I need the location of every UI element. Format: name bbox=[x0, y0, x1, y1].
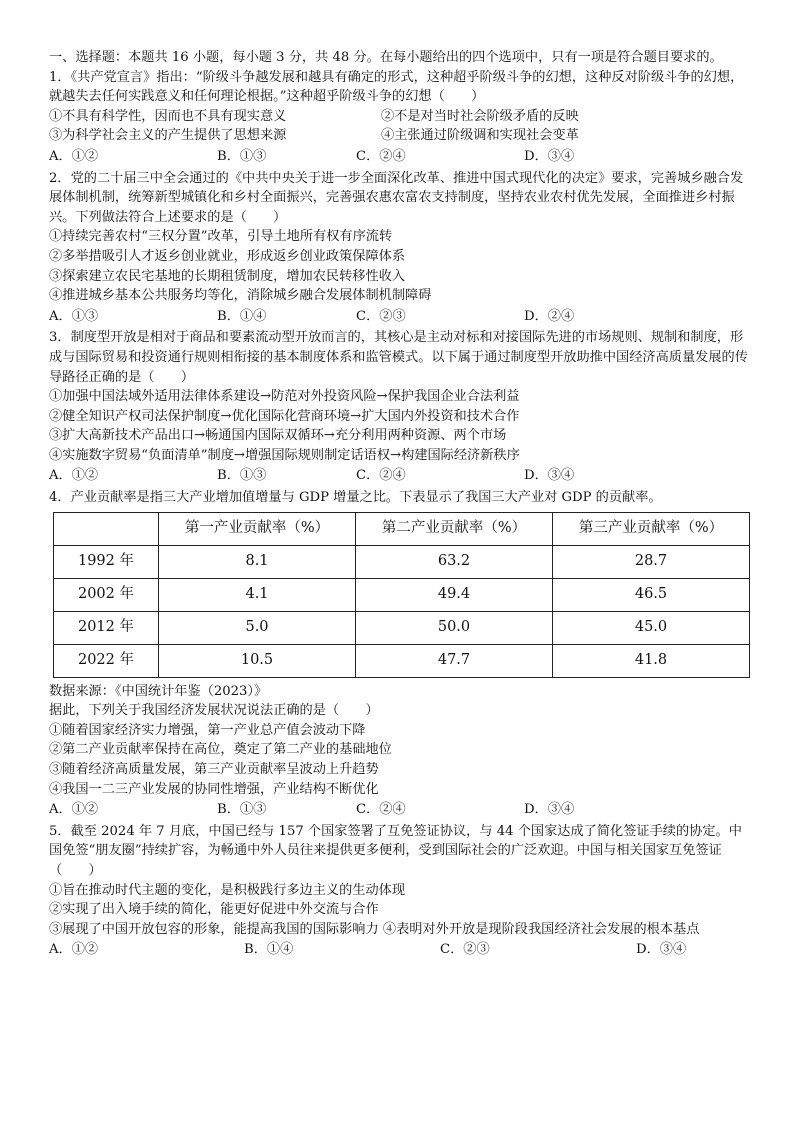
table-row bbox=[54, 545, 750, 578]
statement-item: ④主张通过阶级调和实现社会变革 bbox=[381, 128, 579, 144]
question-stem: 1．《共产党宣言》指出：“阶级斗争越发展和越具有确定的形式，这种超乎阶级斗争的幻想，这种反对阶级斗争的幻想，就越失去任何实践意义和任何理论根据。”这种超乎阶级斗争的幻想（ ） bbox=[49, 69, 744, 105]
table-row bbox=[54, 611, 750, 644]
table-cell-year: 2022 年 bbox=[54, 644, 159, 677]
question-5 bbox=[49, 822, 749, 960]
question-prompt: 据此，下列关于我国经济发展状况说法正确的是（ ） bbox=[49, 703, 379, 719]
question-stem: 5．截至 2024 年 7 月底，中国已经与 157 个国家签署了互免签证协议，与 44 个国家达成了简化签证手续的协定。中国免签“朋友圈”持续扩容，为畅通中外人员往来提供更多便利，受到国际社会的广泛欢迎。中国与相关国家互免签证（ ） bbox=[49, 823, 742, 878]
table-header-cell: 第二产业贡献率（%） bbox=[356, 512, 553, 545]
statement-item: ①持续完善农村“三权分置”改革，引导土地所有权有序流转 bbox=[49, 229, 393, 245]
data-source: 数据来源：《中国统计年鉴（2023）》 bbox=[49, 683, 268, 699]
statement-item: ③扩大高新技术产品出口→畅通国内国际双循环→充分利用两种资源、两个市场 bbox=[49, 428, 507, 444]
table-cell-year: 1992 年 bbox=[54, 545, 159, 578]
table-cell: 45.0 bbox=[553, 611, 750, 644]
statement-item: ①加强中国法域外适用法律体系建设→防范对外投资风险→保护我国企业合法利益 bbox=[49, 389, 520, 405]
table-cell: 28.7 bbox=[553, 545, 750, 578]
option-c[interactable]: C．②④ bbox=[356, 468, 406, 484]
statement-item: ①不具有科学性，因而也不具有现实意义 bbox=[49, 108, 287, 124]
statement-item: ④实施数字贸易“负面清单”制度→增强国际规则制定话语权→构建国际经济新秩序 bbox=[49, 447, 520, 463]
question-1 bbox=[49, 68, 749, 167]
table-cell: 46.5 bbox=[553, 578, 750, 611]
option-d[interactable]: D．③④ bbox=[524, 468, 575, 484]
table-cell: 5.0 bbox=[159, 611, 356, 644]
table-cell: 4.1 bbox=[159, 578, 356, 611]
table-cell-year: 2002 年 bbox=[54, 578, 159, 611]
answer-options bbox=[49, 307, 749, 327]
statement-item: ②多举措吸引人才返乡创业就业，形成返乡创业政策保障体系 bbox=[49, 248, 406, 264]
table-cell: 63.2 bbox=[356, 545, 553, 578]
question-stem: 4．产业贡献率是指三大产业增加值增量与 GDP 增量之比。下表显示了我国三大产业对 GDP 的贡献率。 bbox=[49, 490, 662, 506]
option-a[interactable]: A．①② bbox=[49, 802, 99, 818]
statement-item: ①随着国家经济实力增强，第一产业总产值会波动下降 bbox=[49, 722, 366, 738]
table-row bbox=[54, 644, 750, 677]
contribution-table bbox=[53, 512, 750, 678]
option-a[interactable]: A．①③ bbox=[49, 308, 99, 324]
section-header: 一、选择题：本题共 16 小题，每小题 3 分，共 48 分。在每小题给出的四个选项中，只有一项是符合题目要求的。 bbox=[49, 50, 723, 65]
statement-item: ③为科学社会主义的产生提供了思想来源 bbox=[49, 128, 287, 144]
option-c[interactable]: C．②③ bbox=[356, 308, 406, 324]
answer-options bbox=[49, 940, 749, 960]
option-b[interactable]: B．①③ bbox=[217, 802, 267, 818]
table-header-cell: 第三产业贡献率（%） bbox=[553, 512, 750, 545]
question-stem: 2．党的二十届三中全会通过的《中共中央关于进一步全面深化改革、推进中国式现代化的决定》要求，完善城乡融合发展体制机制，统筹新型城镇化和乡村全面振兴，完善强农惠农富农支持制度，坚持农业农村优先发展，全面推进乡村振兴。下列做法符合上述要求的是（ ） bbox=[49, 170, 744, 225]
table-row bbox=[54, 578, 750, 611]
option-b[interactable]: B．①③ bbox=[217, 468, 267, 484]
statement-item: ③探索建立农民宅基地的长期租赁制度，增加农民转移性收入 bbox=[49, 268, 406, 284]
question-4 bbox=[49, 488, 749, 820]
question-3 bbox=[49, 328, 749, 486]
option-c[interactable]: C．②④ bbox=[356, 802, 406, 818]
option-a[interactable]: A．①② bbox=[49, 942, 99, 958]
option-d[interactable]: D．③④ bbox=[524, 148, 575, 164]
statement-item: ③随着经济高质量发展，第三产业贡献率呈波动上升趋势 bbox=[49, 762, 379, 778]
question-stem: 3．制度型开放是相对于商品和要素流动型开放而言的，其核心是主动对标和对接国际先进的市场规则、规制和制度，形成与国际贸易和投资通行规则相衔接的基本制度体系和监管模式。以下属于通过制度型开放助推中国经济高质量发展的传导路径正确的是（ ） bbox=[49, 330, 748, 385]
statement-item: ④我国一二三产业发展的协同性增强，产业结构不断优化 bbox=[49, 781, 379, 797]
option-b[interactable]: B．①④ bbox=[244, 942, 294, 958]
option-d[interactable]: D．③④ bbox=[636, 942, 687, 958]
table-cell: 50.0 bbox=[356, 611, 553, 644]
statement-row bbox=[49, 107, 749, 127]
table-cell-year: 2012 年 bbox=[54, 611, 159, 644]
statement-item: ②健全知识产权司法保护制度→优化国际化营商环境→扩大国内外投资和技术合作 bbox=[49, 408, 520, 424]
option-d[interactable]: D．②④ bbox=[524, 308, 575, 324]
statement-item: ②第二产业贡献率保持在高位，奠定了第二产业的基础地位 bbox=[49, 742, 392, 758]
answer-options bbox=[49, 800, 749, 820]
answer-options bbox=[49, 147, 749, 167]
table-header-cell: 第一产业贡献率（%） bbox=[159, 512, 356, 545]
table-cell: 49.4 bbox=[356, 578, 553, 611]
option-b[interactable]: B．①④ bbox=[217, 308, 267, 324]
statement-item: ①旨在推动时代主题的变化，是积极践行多边主义的生动体现 bbox=[49, 882, 406, 898]
table-cell: 41.8 bbox=[553, 644, 750, 677]
option-d[interactable]: D．③④ bbox=[524, 802, 575, 818]
table-cell: 47.7 bbox=[356, 644, 553, 677]
option-a[interactable]: A．①② bbox=[49, 148, 99, 164]
statement-item: ④推进城乡基本公共服务均等化，消除城乡融合发展体制机制障碍 bbox=[49, 288, 432, 304]
table-cell: 8.1 bbox=[159, 545, 356, 578]
option-a[interactable]: A．①② bbox=[49, 468, 99, 484]
exam-page bbox=[49, 48, 749, 962]
table-cell: 10.5 bbox=[159, 644, 356, 677]
statement-item: ②不是对当时社会阶级矛盾的反映 bbox=[381, 108, 579, 124]
answer-options bbox=[49, 466, 749, 486]
statement-item: ③展现了中国开放包容的形象，能提高我国的国际影响力 ④表明对外开放是现阶段我国经济社会发展的根本基点 bbox=[49, 921, 700, 937]
option-c[interactable]: C．②④ bbox=[356, 148, 406, 164]
statement-row bbox=[49, 126, 749, 146]
option-c[interactable]: C．②③ bbox=[440, 942, 490, 958]
question-2 bbox=[49, 169, 749, 327]
table-header-cell bbox=[54, 512, 159, 545]
table-header-row bbox=[54, 512, 750, 545]
option-b[interactable]: B．①③ bbox=[217, 148, 267, 164]
statement-item: ②实现了出入境手续的简化，能更好促进中外交流与合作 bbox=[49, 902, 379, 918]
